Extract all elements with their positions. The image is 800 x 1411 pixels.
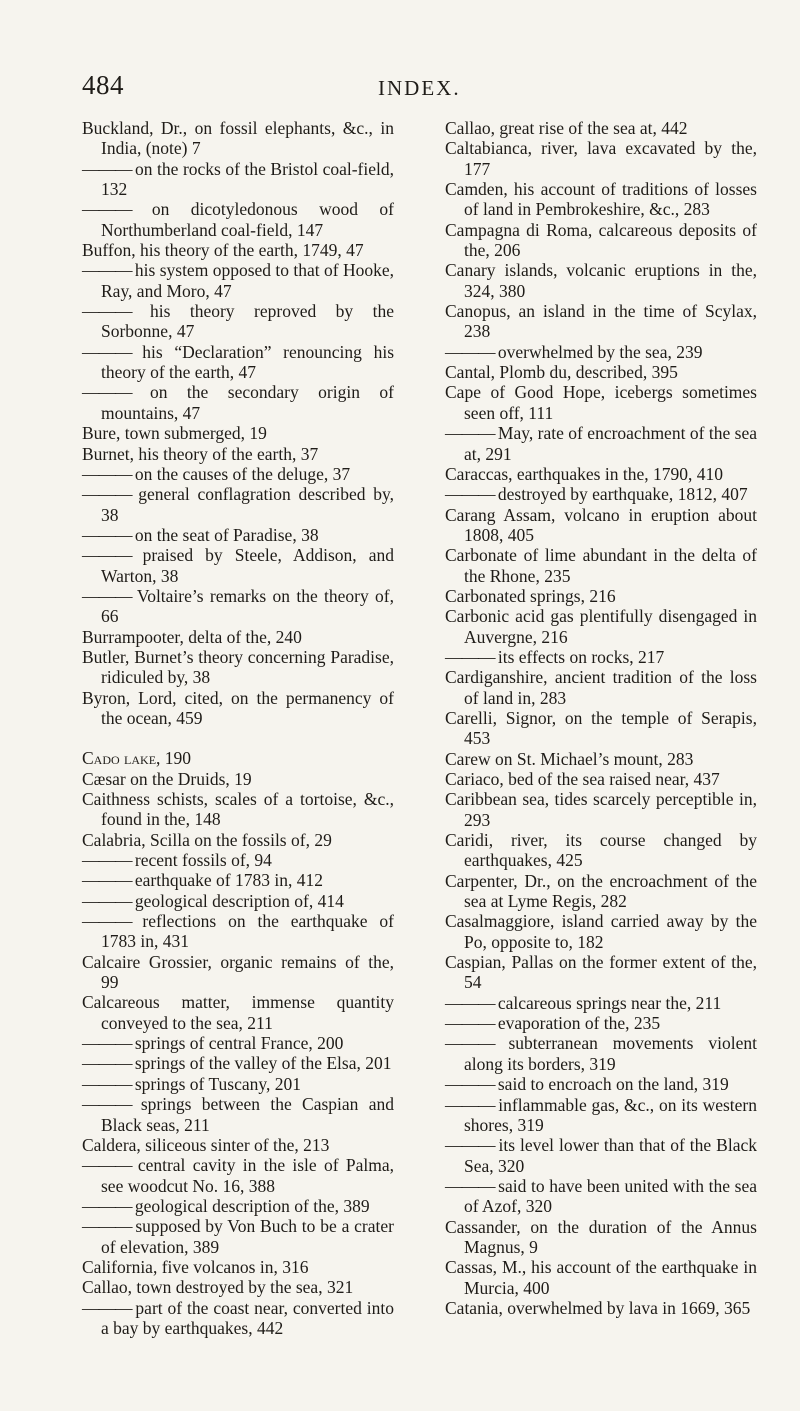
index-entry: Callao, great rise of the sea at, 442: [445, 118, 688, 138]
index-entry: Carpenter, Dr., on the encroachment of the sea at Lyme Regis, 282: [445, 870, 757, 912]
index-entry: Cado lake, 190: [82, 748, 192, 769]
index-entry: Casalmaggiore, island carried away by the Po, opposite to, 182: [445, 911, 757, 952]
index-subentry: ——— central cavity in the isle of Palma, see woodcut No. 16, 388: [82, 1155, 394, 1196]
index-entry: Cantal, Plomb du, described, 395: [445, 362, 678, 383]
index-entry: Camden, his account of traditions of losses of land in Pembrokeshire, &c., 283: [445, 179, 757, 220]
index-entry: Cassas, M., his account of the earthquake in Murcia, 400: [445, 1257, 757, 1298]
index-entry: Burnet, his theory of the earth, 37: [82, 443, 319, 464]
index-entry: Buffon, his theory of the earth, 1749, 47: [82, 240, 364, 261]
index-subentry: ——— his “Declaration” renouncing his theory of the earth, 47: [82, 342, 394, 383]
index-entry: Calcaire Grossier, organic remains of the, 99: [82, 951, 394, 993]
index-entry: Carbonated springs, 216: [445, 585, 616, 606]
index-subentry: ——— its effects on rocks, 217: [445, 647, 757, 667]
index-entry: Carelli, Signor, on the temple of Serapis, 453: [445, 707, 757, 749]
index-subentry: ——— part of the coast near, converted into a bay by earthquakes, 442: [82, 1298, 394, 1339]
index-subentry: ——— its level lower than that of the Black Sea, 320: [445, 1135, 757, 1176]
index-subentry: ——— springs of central France, 200: [82, 1033, 394, 1053]
index-entry: Cape of Good Hope, icebergs sometimes seen off, 111: [445, 382, 757, 423]
index-subentry: ——— general conflagration described by, 38: [82, 484, 394, 525]
index-entry: California, five volcanos in, 316: [82, 1256, 309, 1277]
index-subentry: ——— recent fossils of, 94: [82, 850, 394, 870]
index-subentry: ——— evaporation of the, 235: [445, 1013, 757, 1033]
index-subentry: ——— on the rocks of the Bristol coal-field, 132: [82, 159, 394, 200]
index-column-left: [82, 118, 394, 1338]
index-entry: Byron, Lord, cited, on the permanency of the ocean, 459: [82, 687, 394, 728]
index-subentry: ——— reflections on the earthquake of 1783 in, 431: [82, 911, 394, 952]
index-entry: Caraccas, earthquakes in the, 1790, 410: [445, 463, 723, 484]
index-entry: Carbonic acid gas plentifully disengaged in Auvergne, 216: [445, 606, 757, 647]
index-subentry: ——— destroyed by earthquake, 1812, 407: [445, 484, 757, 504]
index-subentry: ——— geological description of, 414: [82, 891, 394, 911]
index-subentry: ——— geological description of the, 389: [82, 1196, 394, 1216]
index-entry: Caithness schists, scales of a tortoise, &c., found in the, 148: [82, 789, 394, 830]
index-subentry: ——— on the secondary origin of mountains, 47: [82, 382, 394, 423]
index-subentry: ——— springs of Tuscany, 201: [82, 1074, 394, 1094]
index-entry: Calabria, Scilla on the fossils of, 29: [82, 829, 332, 850]
index-subentry: ——— praised by Steele, Addison, and Warton, 38: [82, 545, 394, 586]
index-entry: Caldera, siliceous sinter of the, 213: [82, 1134, 330, 1155]
index-entry: Calcareous matter, immense quantity conveyed to the sea, 211: [82, 992, 394, 1033]
index-entry: Caribbean sea, tides scarcely perceptible in, 293: [445, 789, 757, 830]
index-entry: Carang Assam, volcano in eruption about 1808, 405: [445, 504, 757, 545]
index-entry: Carew on St. Michael’s mount, 283: [445, 748, 694, 769]
index-subentry: ——— said to have been united with the sea of Azof, 320: [445, 1176, 757, 1217]
index-entry: Cæsar on the Druids, 19: [82, 768, 252, 789]
index-entry: Canopus, an island in the time of Scylax, 238: [445, 301, 757, 342]
index-subentry: ——— calcareous springs near the, 211: [445, 993, 757, 1013]
index-entry: Cariaco, bed of the sea raised near, 437: [445, 769, 720, 789]
index-subentry: ——— springs between the Caspian and Black seas, 211: [82, 1094, 394, 1135]
index-subentry: ——— overwhelmed by the sea, 239: [445, 342, 757, 362]
index-subentry: ——— Voltaire’s remarks on the theory of, 66: [82, 586, 394, 627]
index-entry: Canary islands, volcanic eruptions in the, 324, 380: [445, 260, 757, 301]
index-subentry: ——— subterranean movements violent along its borders, 319: [445, 1033, 757, 1074]
index-entry: Campagna di Roma, calcareous deposits of the, 206: [445, 219, 757, 261]
index-subentry: ——— on dicotyledonous wood of Northumberland coal-field, 147: [82, 199, 394, 240]
index-subentry: ——— said to encroach on the land, 319: [445, 1074, 757, 1094]
index-entry: Carbonate of lime abundant in the delta of the Rhone, 235: [445, 545, 757, 586]
running-head-title: INDEX.: [378, 76, 461, 100]
index-entry: Callao, town destroyed by the sea, 321: [82, 1277, 354, 1298]
index-entry: Caspian, Pallas on the former extent of the, 54: [445, 952, 757, 993]
index-entry: Burrampooter, delta of the, 240: [82, 626, 302, 647]
index-subentry: ——— May, rate of encroachment of the sea at, 291: [445, 423, 757, 464]
index-subentry: ——— springs of the valley of the Elsa, 201: [82, 1053, 394, 1073]
index-entry: Catania, overwhelmed by lava in 1669, 365: [445, 1297, 751, 1318]
index-column-right: [445, 118, 757, 1318]
index-entry: Caridi, river, its course changed by earthquakes, 425: [445, 830, 757, 871]
index-entry: Bure, town submerged, 19: [82, 423, 267, 444]
index-entry: Buckland, Dr., on fossil elephants, &c., in India, (note) 7: [82, 118, 394, 159]
index-subentry: ——— on the causes of the deluge, 37: [82, 464, 394, 484]
section-gap: [82, 728, 394, 748]
index-subentry: ——— supposed by Von Buch to be a crater of elevation, 389: [82, 1216, 394, 1257]
index-entry: Butler, Burnet’s theory concerning Paradise, ridiculed by, 38: [82, 646, 394, 688]
page-number: 484: [82, 70, 124, 100]
index-subentry: ——— on the seat of Paradise, 38: [82, 525, 394, 545]
index-subentry: ——— inflammable gas, &c., on its western shores, 319: [445, 1095, 757, 1136]
index-subentry: ——— his system opposed to that of Hooke, Ray, and Moro, 47: [82, 260, 394, 301]
index-subentry: ——— earthquake of 1783 in, 412: [82, 870, 394, 890]
index-entry: Caltabianca, river, lava excavated by the, 177: [445, 138, 757, 179]
index-subentry: ——— his theory reproved by the Sorbonne, 47: [82, 301, 394, 342]
index-entry: Cassander, on the duration of the Annus Magnus, 9: [445, 1216, 757, 1257]
index-entry: Cardiganshire, ancient tradition of the loss of land in, 283: [445, 667, 757, 708]
